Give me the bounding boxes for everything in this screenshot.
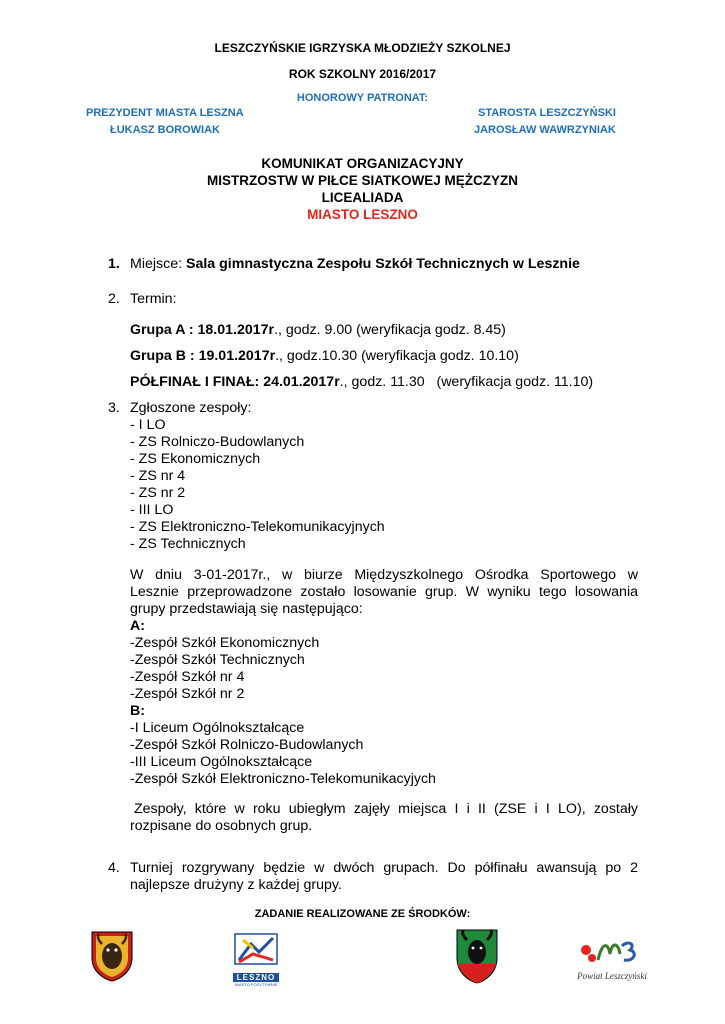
list-item: -Zespół Szkół Elektroniczno-Telekomunikacyjych (130, 771, 436, 787)
item4-line1: Turniej rozgrywany będzie w dwóch grupach. Do półfinału awansują po 2 (130, 860, 638, 876)
final-schedule (130, 374, 593, 391)
group-b-schedule (130, 348, 519, 365)
powiat-logo-wordmark: Powiat Leszczyński (577, 971, 647, 981)
leszno-logo-wordmark: LESZNO (233, 973, 279, 982)
group-b-date: Grupa B : 19.01.2017r (130, 348, 276, 364)
item2-number: 2. (108, 291, 120, 307)
list-item: -Zespół Szkół Technicznych (130, 652, 305, 668)
powiat-leszczynski-logo (574, 936, 650, 984)
list-item: - ZS nr 4 (130, 468, 186, 484)
list-item: -Zespół Szkół nr 2 (130, 686, 245, 702)
powiat-crest-logo (455, 928, 499, 984)
item2-label: Termin: (130, 291, 177, 307)
draw-line1: W dniu 3-01-2017r., w biurze Międzyszkolnego Ośrodka Sportowego w (130, 567, 638, 583)
list-item: - ZS Elektroniczno-Telekomunikacyjnych (130, 519, 385, 535)
list-item: -I Liceum Ogólnokształcące (130, 720, 305, 736)
patron-left-name: ŁUKASZ BOROWIAK (110, 124, 220, 136)
teams-list (130, 417, 385, 553)
group-a-schedule (130, 322, 506, 339)
list-item: -Zespół Szkół Ekonomicznych (130, 635, 320, 651)
list-item: - I LO (130, 417, 166, 433)
group-a-time: ., godz. 9.00 (weryfikacja godz. 8.45) (274, 322, 506, 338)
funding-heading: ZADANIE REALIZOWANE ZE ŚRODKÓW: (254, 908, 471, 920)
leszno-city-logo (233, 930, 279, 987)
title-line1: KOMUNIKAT ORGANIZACYJNY (261, 156, 464, 171)
draw-line3: grupy przedstawiają się następująco: (130, 601, 363, 617)
item4-number: 4. (108, 860, 120, 876)
note-paragraph (130, 801, 638, 835)
item1-label: Miejsce: (130, 256, 186, 272)
item1-number: 1. (108, 256, 120, 272)
group-b-heading: B: (130, 703, 145, 719)
list-item: -Zespół Szkół nr 4 (130, 669, 245, 685)
group-a-heading: A: (130, 618, 145, 634)
header-line2: ROK SZKOLNY 2016/2017 (288, 67, 437, 81)
leszno-crest-logo (90, 930, 134, 982)
list-item: -Zespół Szkół Rolniczo-Budowlanych (130, 737, 364, 753)
item3-label: Zgłoszone zespoły: (130, 400, 252, 416)
draw-paragraph (130, 567, 638, 788)
draw-line2: Lesznie przeprowadzone zostało losowanie grup. W wyniku tego losowania (130, 584, 638, 600)
title-line4: MIASTO LESZNO (307, 207, 418, 222)
list-item: - ZS Rolniczo-Budowlanych (130, 434, 305, 450)
item3-number: 3. (108, 400, 120, 416)
list-item: - III LO (130, 502, 174, 518)
final-date: PÓŁFINAŁ I FINAŁ: 24.01.2017r (130, 374, 340, 390)
item1-value: Sala gimnastyczna Zespołu Szkół Technicznych w Lesznie (185, 256, 580, 272)
group-a-date: Grupa A : 18.01.2017r (130, 322, 275, 338)
title-line3: LICEALIADA (321, 190, 404, 205)
item4-line2: najlepsze drużyny z każdej grupy. (130, 877, 342, 893)
leszno-logo-tagline: MIASTO POZYTYWNIE (234, 982, 278, 987)
note-line2: rozpisane do osobnych grup. (130, 818, 313, 834)
patron-right-name: JAROSŁAW WAWRZYNIAK (474, 124, 616, 136)
patron-right-title: STAROSTA LESZCZYŃSKI (478, 107, 616, 119)
note-line1: Zespoły, które w roku ubiegłym zajęły miejsca I i II (ZSE i I LO), zostały (134, 801, 638, 817)
honorary-patronage: HONOROWY PATRONAT: (296, 92, 429, 104)
header-line1: LESZCZYŃSKIE IGRZYSKA MŁODZIEŻY SZKOLNEJ (214, 41, 511, 55)
item4-text (130, 860, 638, 894)
patron-left-title: PREZYDENT MIASTA LESZNA (86, 107, 244, 119)
item1-text (130, 256, 580, 273)
list-item: - ZS Ekonomicznych (130, 451, 261, 467)
group-b-time: ., godz.10.30 (weryfikacja godz. 10.10) (275, 348, 519, 364)
title-line2: MISTRZOSTW W PIŁCE SIATKOWEJ MĘŻCZYZN (207, 173, 518, 188)
list-item: - ZS nr 2 (130, 485, 186, 501)
final-time: ., godz. 11.30 (weryfikacja godz. 11.10) (339, 374, 594, 390)
list-item: - ZS Technicznych (130, 536, 246, 552)
list-item: -III Liceum Ogólnokształcące (130, 754, 313, 770)
